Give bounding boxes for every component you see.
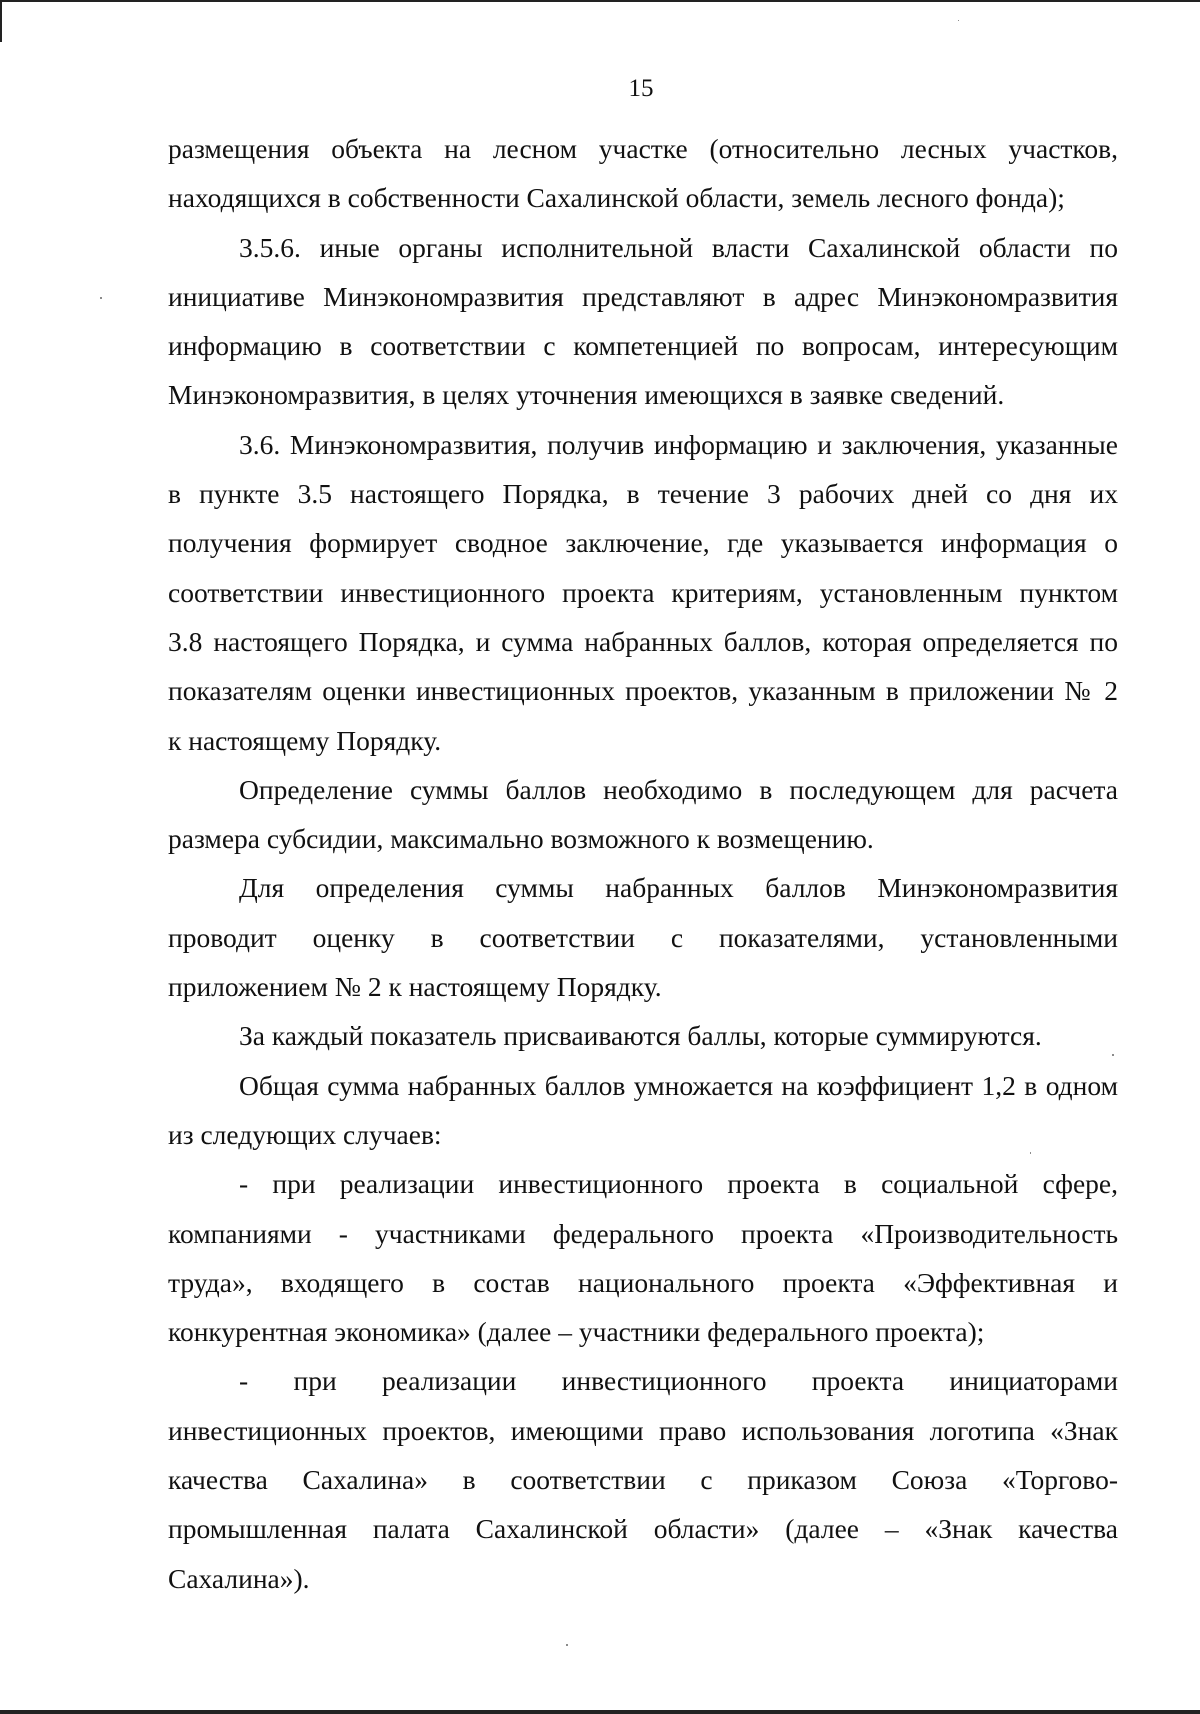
text-line: инвестиционных проектов, имеющими право использования логотипа «Знак: [168, 1414, 1118, 1446]
scan-edge-left: [0, 0, 2, 42]
scan-speck: [1030, 1152, 1031, 1154]
text-line: инициативе Минэкономразвития представляют в адрес Минэкономразвития: [168, 280, 1118, 312]
text-line: соответствии инвестиционного проекта критериям, установленным пунктом: [168, 576, 1118, 608]
text-line: За каждый показатель присваиваются баллы, которые суммируются.: [239, 1020, 1042, 1052]
text-line: Минэкономразвития, в целях уточнения имеющихся в заявке сведений.: [168, 379, 1005, 411]
scan-speck: [100, 297, 102, 299]
text-line: Для определения суммы набранных баллов Минэкономразвития: [239, 872, 1118, 904]
text-line: приложением № 2 к настоящему Порядку.: [168, 971, 662, 1003]
text-line: - при реализации инвестиционного проекта в социальной сфере,: [239, 1168, 1118, 1200]
text-line: получения формирует сводное заключение, где указывается информация о: [168, 527, 1118, 559]
text-line: промышленная палата Сахалинской области» (далее – «Знак качества: [168, 1513, 1118, 1545]
text-line: проводит оценку в соответствии с показателями, установленными: [168, 921, 1118, 953]
scan-edge-top: [0, 0, 1200, 2]
text-line: 3.5.6. иные органы исполнительной власти Сахалинской области по: [239, 231, 1118, 263]
text-line: труда», входящего в состав национального проекта «Эффективная и: [168, 1266, 1118, 1298]
paragraph-3-5-6: [168, 223, 1118, 420]
list-item-quality-mark: [168, 1356, 1118, 1602]
paragraph-score-method: [168, 863, 1118, 1011]
text-line: размера субсидии, максимально возможного к возмещению.: [168, 823, 874, 855]
scan-speck: [958, 20, 959, 21]
text-line: к настоящему Порядку.: [168, 724, 442, 756]
text-line: качества Сахалина» в соответствии с приказом Союза «Торгово-: [168, 1464, 1118, 1496]
document-body: [168, 124, 1118, 1603]
paragraph-forest-plot: [168, 124, 1118, 223]
paragraph-3-6: [168, 420, 1118, 765]
text-line: Сахалина»).: [168, 1562, 310, 1594]
text-line: в пункте 3.5 настоящего Порядка, в течение 3 рабочих дней со дня их: [168, 478, 1118, 510]
scan-speck: [1112, 1054, 1114, 1056]
text-line: компаниями - участниками федерального проекта «Производительность: [168, 1217, 1118, 1249]
text-line: 3.6. Минэкономразвития, получив информацию и заключения, указанные: [239, 428, 1118, 460]
text-line: конкурентная экономика» (далее – участники федерального проекта);: [168, 1316, 985, 1348]
text-line: Определение суммы баллов необходимо в последующем для расчета: [239, 773, 1118, 805]
text-line: показателям оценки инвестиционных проектов, указанным в приложении № 2: [168, 675, 1118, 707]
text-line: из следующих случаев:: [168, 1118, 442, 1150]
scan-edge-bottom: [0, 1710, 1200, 1714]
scan-speck: [566, 1644, 568, 1646]
text-line: находящихся в собственности Сахалинской области, земель лесного фонда);: [168, 182, 1065, 214]
text-line: информацию в соответствии с компетенцией по вопросам, интересующим: [168, 330, 1118, 362]
text-line: 3.8 настоящего Порядка, и сумма набранных баллов, которая определяется по: [168, 625, 1118, 657]
paragraph-coefficient: [168, 1061, 1118, 1160]
page-number: 15: [628, 75, 654, 102]
text-line: - при реализации инвестиционного проекта инициаторами: [239, 1365, 1118, 1397]
paragraph-score-purpose: [168, 765, 1118, 864]
list-item-social-sphere: [168, 1159, 1118, 1356]
paragraph-score-sum: [168, 1011, 1118, 1060]
text-line: Общая сумма набранных баллов умножается на коэффициент 1,2 в одном: [239, 1069, 1118, 1101]
text-line: размещения объекта на лесном участке (относительно лесных участков,: [168, 133, 1118, 164]
